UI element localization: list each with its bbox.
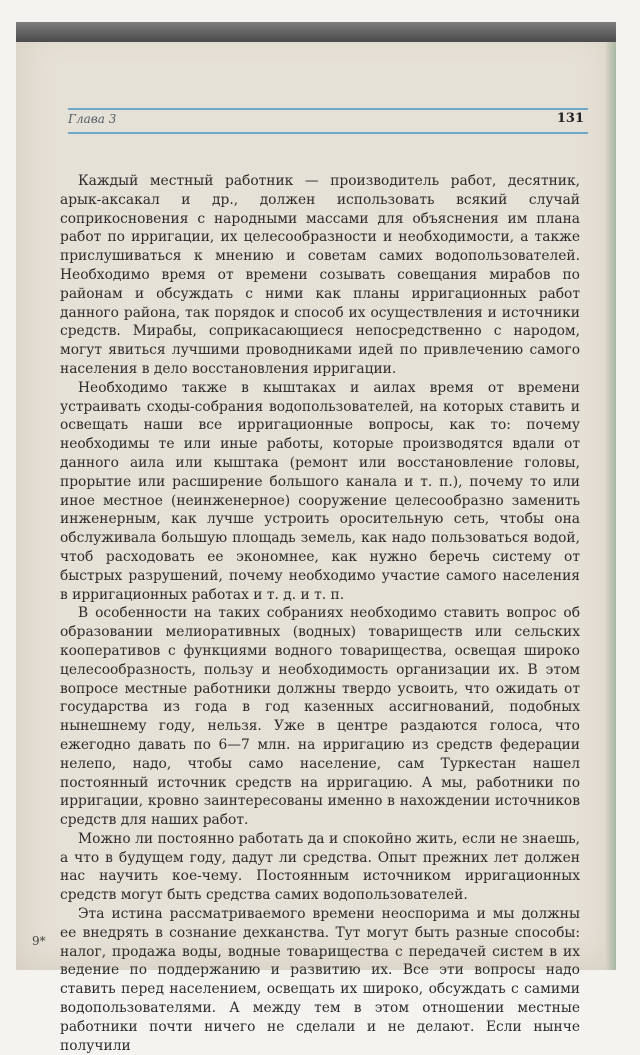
chapter-label: Глава 3: [68, 112, 117, 126]
running-header: [68, 108, 588, 132]
book-page: [16, 22, 616, 1054]
page-number: 131: [556, 111, 584, 126]
main-text: [60, 172, 580, 1055]
page-top-edge: [16, 22, 616, 42]
paragraph: Эта истина рассматриваемого времени неоспорима и мы должны ее внедрять в сознание дехканства. Тут могут быть разные способы: налог, продажа воды, водные товарищества с передачей систем в их ведение по поддержанию и развитию их. Все эти вопросы надо ставить перед населением, освещать их широко, обсуждать с самими водопользователями. А между тем в этом отношении местные работники почти ничего не сделали и не делают. Если нынче получили: [60, 906, 580, 1054]
signature-mark: 9*: [32, 934, 46, 948]
page-side-edge: [606, 42, 616, 970]
paragraph: Необходимо также в кыштаках и аилах время от времени устраивать сходы-собрания водопользователей, на которых ставить и освещать наши все ирригационные вопросы, как то: почему необходимы те или иные работы, которые производятся вдали от данного аила или кыштака (ремонт или восстановление головы, прорытие или расширение большого канала и т. п.), почему то или иное местное (неинженерное) сооружение целесообразно заменить инженерным, как лучше устроить оросительную сеть, чтобы она обслуживала большую площадь земель, как надо пользоваться водой, чтоб расходовать ее экономнее, как нужно беречь систему от быстрых разрушений, почему необходимо участие самого населения в ирригационных работах и т. д. и т. п.: [60, 379, 580, 603]
paragraph: Можно ли постоянно работать да и спокойно жить, если не знаешь, а что в будущем году, дадут ли средства. Опыт прежних лет должен нас научить кое-чему. Постоянным источником ирригационных средств могут быть средства самих водопользователей.: [60, 830, 580, 904]
header-rule-top: [68, 108, 588, 110]
paragraph: Каждый местный работник — производитель работ, десятник, арык-аксакал и др., должен использовать всякий случай соприкосновения с народными массами для объяснения им плана работ по ирригации, их целесообразности и необходимости, а также прислушиваться к мнению и советам самих водопользователей. Необходимо время от времени созывать совещания мирабов по районам и обсуждать с ними как планы ирригационных работ данного района, так порядок и способ их осуществления и источники средств. Мирабы, соприкасающиеся непосредственно с народом, могут явиться лучшими проводниками идей по привлечению самого населения в дело восстановления ирригации.: [60, 173, 580, 377]
paragraph: В особенности на таких собраниях необходимо ставить вопрос об образовании мелиоративных (водных) товариществ или сельских кооперативов с функциями водного товарищества, освещая широко целесообразность, пользу и необходимость организации их. В этом вопросе местные работники должны твердо усвоить, что ожидать от государства из года в год казенных ассигнований, подобных нынешнему году, нельзя. Уже в центре раздаются голоса, что ежегодно давать по 6—7 млн. на ирригацию из средств федерации нелепо, надо, чтобы само население, сам Туркестан нашел постоянный источник средств на ирригацию. А мы, работники по ирригации, кровно заинтересованы именно в нахождении источников средств для наших работ.: [60, 605, 580, 829]
header-rule-bottom: [68, 132, 588, 134]
